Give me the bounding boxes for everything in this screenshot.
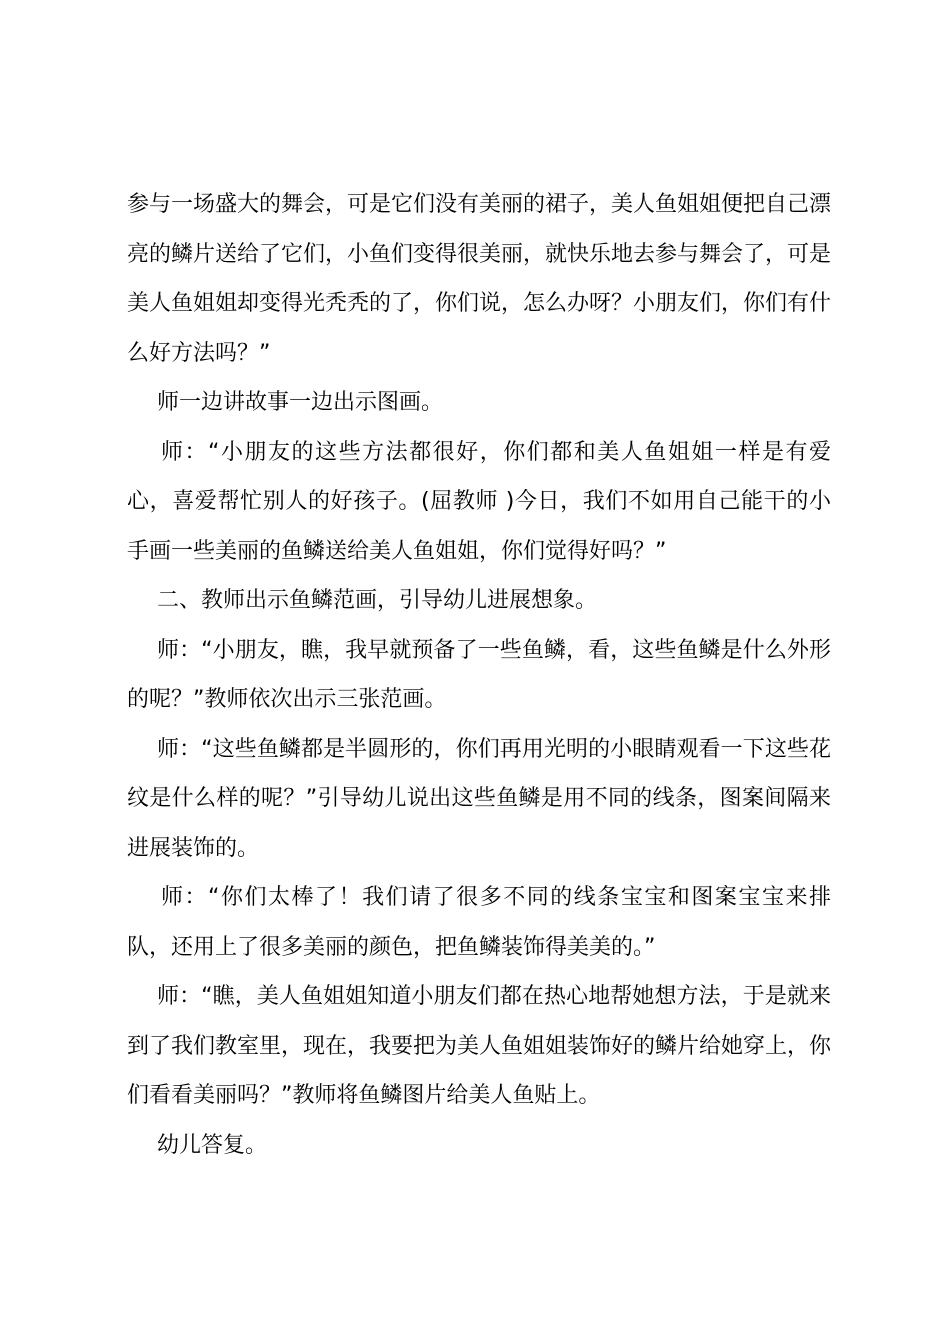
paragraph-teacher-shows-scales: 师：“小朋友，瞧，我早就预备了一些鱼鳞，看，这些鱼鳞是什么外形的呢？”教师依次出示三张范画。: [127, 637, 831, 712]
paragraph-teacher-mermaid-arrives: 师：“瞧，美人鱼姐姐知道小朋友们都在热心地帮她想方法，于是就来到了我们教室里，现在，我要把为美人鱼姐姐装饰好的鳞片给她穿上，你们看看美丽吗？”教师将鱼鳞图片给美人鱼贴上。: [127, 984, 832, 1108]
document-body: [127, 180, 831, 1170]
paragraph-section-two-heading: 二、教师出示鱼鳞范画，引导幼儿进展想象。: [157, 588, 598, 613]
paragraph-teacher-semicircle: 师：“这些鱼鳞都是半圆形的，你们再用光明的小眼睛观看一下这些花纹是什么样的呢？”引导幼儿说出这些鱼鳞是用不同的线条，图案间隔来进展装饰的。: [127, 736, 831, 861]
paragraph-children-answer: 幼儿答复。: [157, 1132, 268, 1158]
paragraph-teacher-praise: 师：“小朋友的这些方法都很好，你们都和美人鱼姐姐一样是有爱心，喜爱帮忙别人的好孩子。(屈教师 )今日，我们不如用自己能干的小手画一些美丽的鱼鳞送给美人鱼姐姐，你们觉得好吗？”: [127, 439, 831, 564]
paragraph-story-continuation: 参与一场盛大的舞会，可是它们没有美丽的裙子，美人鱼姐姐便把自己漂亮的鳞片送给了它们，小鱼们变得很美丽，就快乐地去参与舞会了，可是美人鱼姐姐却变得光秃秃的了，你们说，怎么办呀？小朋友们，你们有什么好方法吗？”: [127, 192, 832, 366]
paragraph-teacher-shows-pictures: 师一边讲故事一边出示图画。: [157, 390, 444, 415]
paragraph-teacher-great-job: 师：“你们太棒了！我们请了很多不同的线条宝宝和图案宝宝来排队，还用上了很多美丽的颜色，把鱼鳞装饰得美美的。”: [127, 885, 831, 960]
